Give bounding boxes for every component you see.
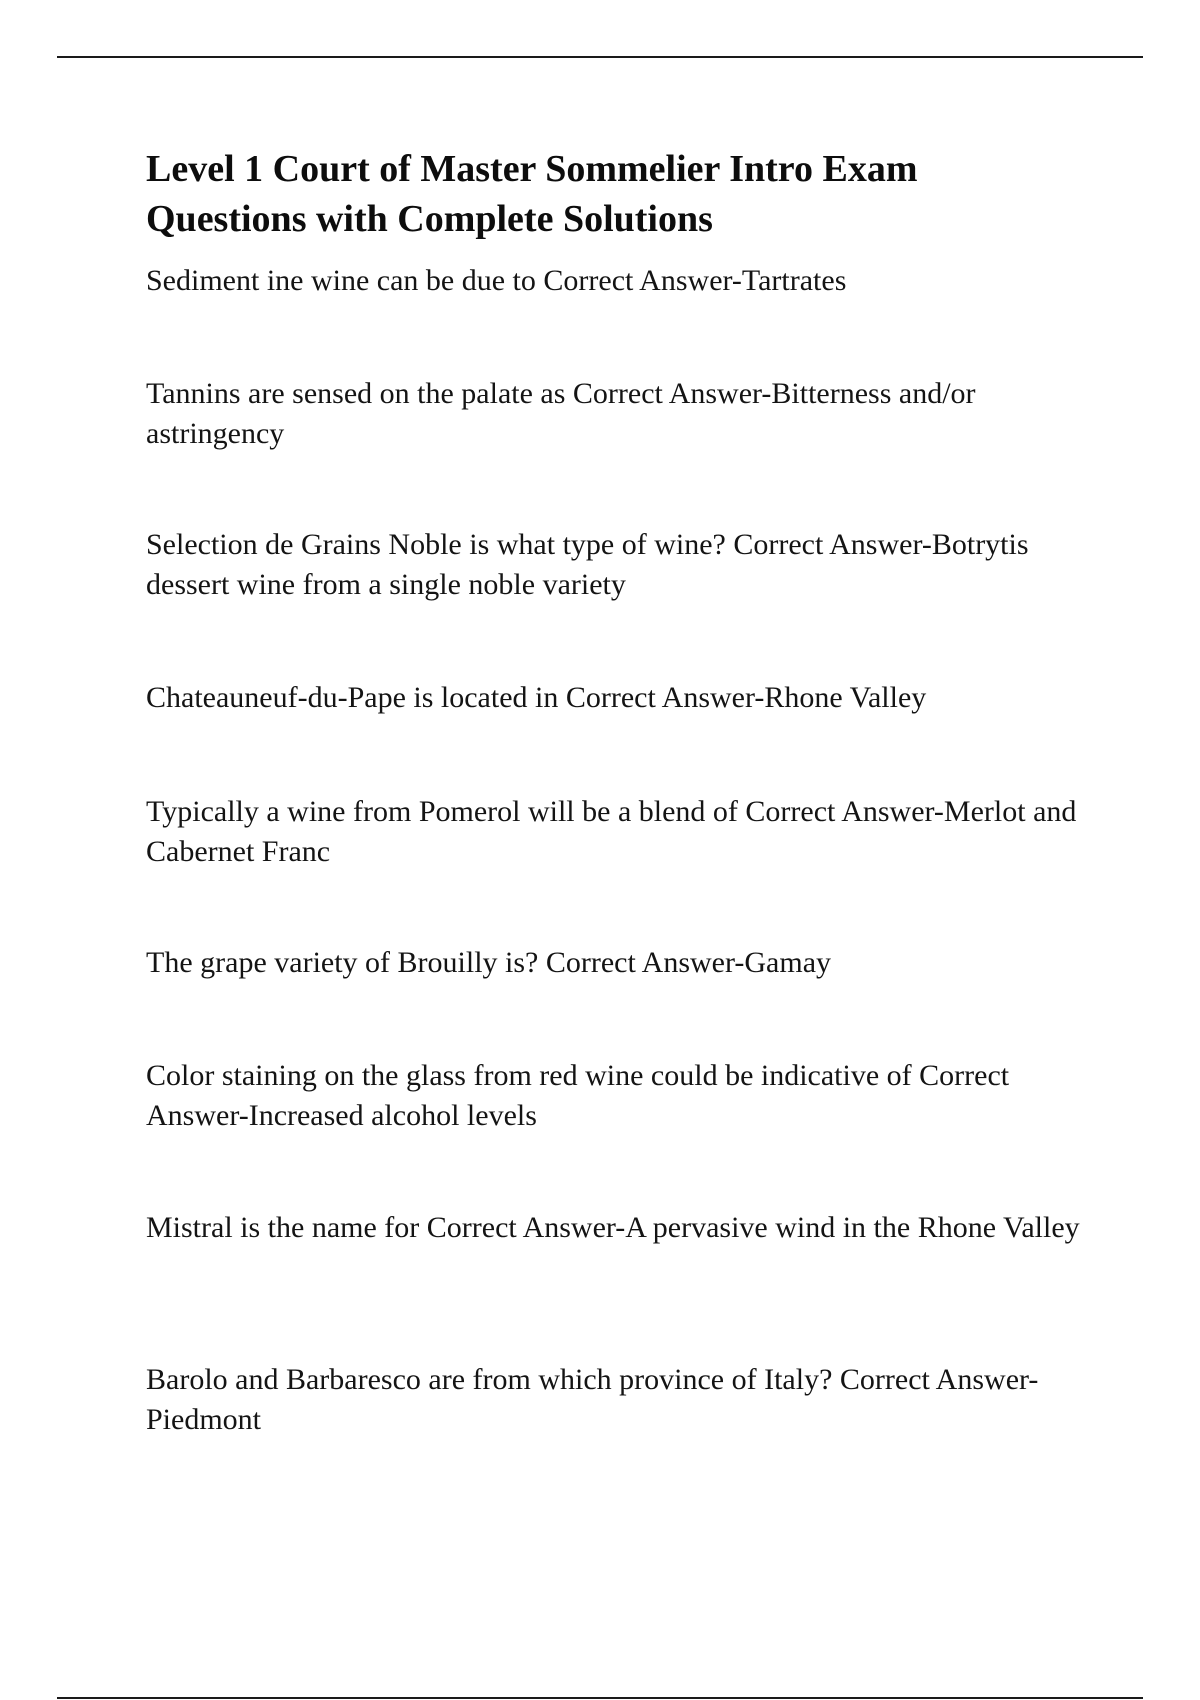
qa-item-9: Barolo and Barbaresco are from which province of Italy? Correct Answer-Piedmont [146, 1363, 1039, 1436]
top-divider [57, 56, 1143, 58]
qa-item-4: Chateauneuf-du-Pape is located in Correct Answer-Rhone Valley [146, 681, 927, 714]
qa-item-3: Selection de Grains Noble is what type of wine? Correct Answer-Botrytis dessert wine from a single noble variety [146, 528, 1029, 601]
qa-item-7: Color staining on the glass from red wine could be indicative of Correct Answer-Increased alcohol levels [146, 1059, 1010, 1132]
qa-item-1: Sediment ine wine can be due to Correct Answer-Tartrates [146, 264, 847, 297]
qa-item-5: Typically a wine from Pomerol will be a blend of Correct Answer-Merlot and Cabernet Franc [146, 795, 1077, 868]
qa-item-6: The grape variety of Brouilly is? Correct Answer-Gamay [146, 946, 832, 979]
qa-item-2: Tannins are sensed on the palate as Correct Answer-Bitterness and/or astringency [146, 377, 976, 450]
qa-item-8: Mistral is the name for Correct Answer-A pervasive wind in the Rhone Valley [146, 1211, 1080, 1244]
bottom-divider [57, 1697, 1143, 1699]
document-title: Level 1 Court of Master Sommelier Intro Exam Questions with Complete Solutions [146, 148, 918, 240]
